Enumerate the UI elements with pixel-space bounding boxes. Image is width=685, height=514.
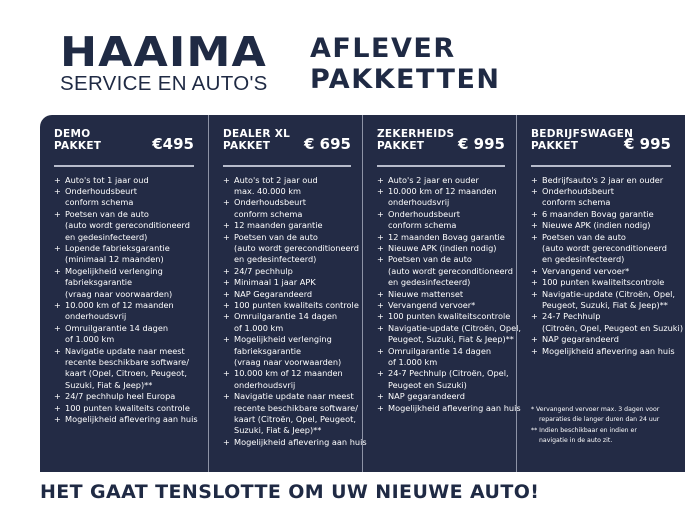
list-item-text: Minimaal 1 jaar APK xyxy=(234,277,316,288)
list-item-text: 10.000 km of 12 maanden xyxy=(388,185,497,196)
list-item xyxy=(531,345,675,357)
list-item-text: 10.000 km of 12 maanden xyxy=(65,299,174,310)
plus-icon: + xyxy=(377,242,384,253)
list-item-text: Navigatie update naar meest xyxy=(234,391,354,402)
list-item xyxy=(377,322,521,346)
list-item xyxy=(531,311,684,334)
package-header xyxy=(54,129,194,159)
plus-icon: + xyxy=(377,208,384,219)
plus-icon: + xyxy=(223,334,230,345)
plus-icon: + xyxy=(377,391,384,402)
list-item-text: kaart (Citroën, Opel, Peugeot, xyxy=(234,414,356,425)
list-item xyxy=(377,243,505,254)
feature-list xyxy=(377,174,521,415)
list-item-text: Mogelijkheid verlenging xyxy=(234,334,332,345)
package-price: € 695 xyxy=(304,135,351,153)
list-item-text: Navigatie-update (Citroën, Opel, xyxy=(542,288,675,299)
package-name-line: PAKKET xyxy=(54,139,102,152)
plus-icon: + xyxy=(223,368,230,379)
plus-icon: + xyxy=(54,391,61,402)
list-item-text: (auto wordt gereconditioneerd xyxy=(65,220,190,231)
list-item xyxy=(531,266,671,277)
plus-icon: + xyxy=(223,265,230,276)
plus-icon: + xyxy=(223,174,230,185)
footnote-1-cont: reparaties die langer duren dan 24 uur xyxy=(539,416,660,424)
brand-name: HAAIMA xyxy=(60,28,267,76)
list-item-text: Peugeot, Suzuki, Fiat & Jeep)** xyxy=(388,334,514,345)
list-item-text: Poetsen van de auto xyxy=(388,254,472,265)
list-item-text: Onderhoudsbeurt xyxy=(65,185,137,196)
list-item xyxy=(223,277,351,288)
list-item-text: Lopende fabrieksgarantie xyxy=(65,242,170,253)
footnote-1: * Vervangend vervoer max. 3 dagen voor xyxy=(531,406,660,413)
plus-icon: + xyxy=(377,231,384,242)
list-item-text: Onderhoudsbeurt xyxy=(388,208,460,219)
feature-list xyxy=(54,174,198,426)
list-item-text: 10.000 km of 12 maanden xyxy=(234,368,343,379)
list-item-text: onderhoudsvrij xyxy=(234,379,296,390)
list-item-text: Peugeot, Suzuki, Fiat & Jeep)** xyxy=(542,299,668,310)
plus-icon: + xyxy=(54,322,61,333)
plus-icon: + xyxy=(377,345,384,356)
list-item-text: 100 punten kwaliteitscontrole xyxy=(542,277,665,288)
plus-icon: + xyxy=(54,414,61,425)
list-item-text: Onderhoudsbeurt xyxy=(542,185,614,196)
list-item-text: Onderhoudsbeurt xyxy=(234,197,306,208)
plus-icon: + xyxy=(223,391,230,402)
list-item xyxy=(54,209,194,243)
plus-icon: + xyxy=(54,345,61,356)
list-item-text: 100 punten kwaliteits controle xyxy=(234,299,359,310)
list-item-text: Poetsen van de auto xyxy=(65,208,149,219)
list-item-text: Nieuwe APK (indien nodig) xyxy=(542,220,651,231)
plus-icon: + xyxy=(377,368,384,379)
feature-list xyxy=(223,174,367,449)
list-item-text: max. 40.000 km xyxy=(234,185,302,196)
list-item xyxy=(377,311,511,322)
list-item xyxy=(531,220,671,231)
list-item-text: conform schema xyxy=(388,220,457,231)
list-item-text: NAP gegarandeerd xyxy=(542,334,619,345)
plus-icon: + xyxy=(531,288,538,299)
list-item-text: 100 punten kwaliteits controle xyxy=(65,402,190,413)
list-item-text: Navigatie-update (Citroën, Opel, xyxy=(388,322,521,333)
package-demo xyxy=(40,115,208,472)
list-item xyxy=(223,266,351,277)
list-item-text: 12 maanden Bovag garantie xyxy=(388,231,505,242)
list-item-text: Suzuki, Fiat & Jeep)** xyxy=(65,379,153,390)
list-item-text: Mogelijkheid aflevering aan huis xyxy=(234,436,367,447)
list-item-text: en gedesinfecteerd) xyxy=(234,254,317,265)
list-item-text: Omruilgarantie 14 dagen xyxy=(65,322,169,333)
list-item xyxy=(223,289,351,300)
list-item-text: of 1.000 km xyxy=(234,322,284,333)
list-item-text: Mogelijkheid verlenging xyxy=(65,265,163,276)
list-item-text: en gedesinfecteerd) xyxy=(65,231,148,242)
plus-icon: + xyxy=(377,254,384,265)
list-item-text: (vraag naar voorwaarden) xyxy=(65,288,173,299)
plus-icon: + xyxy=(54,265,61,276)
list-item xyxy=(531,288,675,312)
plus-icon: + xyxy=(531,174,538,185)
package-header xyxy=(223,129,351,159)
plus-icon: + xyxy=(531,334,538,345)
list-item xyxy=(223,436,367,448)
list-item xyxy=(377,209,505,232)
page-title xyxy=(310,33,501,95)
list-item xyxy=(531,232,671,266)
list-item-text: 12 maanden garantie xyxy=(234,220,323,231)
package-header xyxy=(531,129,671,159)
list-item xyxy=(54,414,198,425)
list-item-text: Auto's tot 1 jaar oud xyxy=(65,174,149,185)
package-name-line: PAKKET xyxy=(377,139,425,152)
package-content xyxy=(377,128,521,414)
list-item xyxy=(54,266,194,300)
list-item xyxy=(223,220,351,231)
list-item-text: onderhoudsvrij xyxy=(388,197,450,208)
list-item xyxy=(54,346,194,392)
slogan: HET GAAT TENSLOTTE OM UW NIEUWE AUTO! xyxy=(40,481,540,503)
package-content xyxy=(531,128,684,357)
package-name-line: PAKKET xyxy=(223,139,271,152)
list-item-text: (minimaal 12 maanden) xyxy=(65,254,164,265)
package-price: € 995 xyxy=(458,135,505,153)
divider xyxy=(223,165,351,167)
brand-tagline: SERVICE EN AUTO'S xyxy=(60,72,268,95)
list-item-text: NAP gegarandeerd xyxy=(388,391,465,402)
list-item-text: en gedesinfecteerd) xyxy=(542,254,625,265)
list-item-text: conform schema xyxy=(65,197,134,208)
plus-icon: + xyxy=(377,402,384,413)
list-item-text: recente beschikbare software/ xyxy=(234,402,358,413)
list-item xyxy=(54,300,194,323)
list-item-text: 6 maanden Bovag garantie xyxy=(542,208,654,219)
list-item xyxy=(377,175,505,186)
list-item-text: 24-7 Pechhulp xyxy=(542,311,601,322)
plus-icon: + xyxy=(223,220,230,231)
divider xyxy=(531,165,671,167)
list-item xyxy=(223,175,351,198)
list-item xyxy=(223,311,351,334)
plus-icon: + xyxy=(531,345,538,356)
brand-logo xyxy=(60,28,268,95)
list-item xyxy=(377,402,521,414)
list-item-text: NAP Gegarandeerd xyxy=(234,288,313,299)
plus-icon: + xyxy=(223,197,230,208)
title-line-2: PAKKETTEN xyxy=(310,64,501,95)
plus-icon: + xyxy=(377,174,384,185)
list-item xyxy=(377,346,505,369)
footnote-2-cont: navigatie in de auto zit. xyxy=(539,436,613,444)
footnote-2: ** Indien beschikbaar en indien er xyxy=(531,426,637,434)
plus-icon: + xyxy=(54,299,61,310)
list-item xyxy=(54,243,194,266)
plus-icon: + xyxy=(54,185,61,196)
plus-icon: + xyxy=(223,311,230,322)
divider xyxy=(377,165,505,167)
list-item xyxy=(531,334,671,345)
package-header xyxy=(377,129,505,159)
plus-icon: + xyxy=(223,288,230,299)
list-item-text: onderhoudsvrij xyxy=(65,311,127,322)
list-item-text: Auto's 2 jaar en ouder xyxy=(388,174,479,185)
list-item xyxy=(531,209,671,220)
list-item xyxy=(223,299,359,311)
list-item-text: fabrieksgarantie xyxy=(65,277,133,288)
plus-icon: + xyxy=(531,277,538,288)
list-item-text: en gedesinfecteerd) xyxy=(388,277,471,288)
list-item-text: Navigatie update naar meest xyxy=(65,345,185,356)
list-item-text: Vervangend vervoer* xyxy=(542,265,630,276)
list-item-text: Vervangend vervoer* xyxy=(388,299,476,310)
plus-icon: + xyxy=(223,277,230,288)
package-name-line: BEDRIJFSWAGEN xyxy=(531,128,634,140)
list-item-text: (auto wordt gereconditioneerd xyxy=(234,242,359,253)
plus-icon: + xyxy=(531,220,538,231)
list-item xyxy=(377,186,505,209)
list-item xyxy=(531,277,671,288)
plus-icon: + xyxy=(54,402,61,413)
package-content xyxy=(54,128,198,425)
plus-icon: + xyxy=(377,288,384,299)
list-item-text: Suzuki, Fiat & Jeep)** xyxy=(234,425,322,436)
list-item xyxy=(377,368,509,391)
package-bedrijfswagen xyxy=(516,115,685,472)
list-item-text: Mogelijkheid aflevering aan huis xyxy=(542,345,675,356)
package-name-line: PAKKET xyxy=(531,139,579,152)
list-item-text: Nieuwe mattenset xyxy=(388,288,464,299)
plus-icon: + xyxy=(223,231,230,242)
list-item-text: (auto wordt gereconditioneerd xyxy=(542,242,667,253)
package-dealer-xl xyxy=(208,115,367,472)
list-item-text: (auto wordt gereconditioneerd xyxy=(388,265,513,276)
plus-icon: + xyxy=(377,185,384,196)
list-item-text: recente beschikbare software/ xyxy=(65,357,189,367)
plus-icon: + xyxy=(531,231,538,242)
plus-icon: + xyxy=(531,208,538,219)
list-item-text: Bedrijfsauto's 2 jaar en ouder xyxy=(542,174,664,185)
footnotes xyxy=(531,405,659,446)
plus-icon: + xyxy=(54,242,61,253)
list-item-text: of 1.000 km xyxy=(388,357,438,367)
package-zekerheids xyxy=(362,115,521,472)
list-item-text: fabrieksgarantie xyxy=(234,345,302,356)
plus-icon: + xyxy=(377,311,384,322)
plus-icon: + xyxy=(377,299,384,310)
list-item-text: 24/7 pechhulp xyxy=(234,265,293,276)
list-item-text: 100 punten kwaliteitscontrole xyxy=(388,311,511,322)
plus-icon: + xyxy=(223,436,230,447)
package-name-line: ZEKERHEIDS xyxy=(377,128,455,140)
package-price: € 995 xyxy=(624,135,671,153)
divider xyxy=(54,165,194,167)
list-item xyxy=(223,391,358,437)
list-item-text: Mogelijkheid aflevering aan huis xyxy=(65,414,198,425)
package-content xyxy=(223,128,367,448)
packages-panel xyxy=(40,115,685,472)
list-item xyxy=(377,254,513,288)
list-item xyxy=(223,231,359,266)
list-item-text: (vraag naar voorwaarden) xyxy=(234,357,342,367)
list-item-text: 24/7 pechhulp heel Europa xyxy=(65,391,176,402)
list-item-text: conform schema xyxy=(234,208,303,219)
plus-icon: + xyxy=(377,322,384,333)
list-item xyxy=(377,232,505,243)
plus-icon: + xyxy=(54,208,61,219)
list-item-text: (Citroën, Opel, Peugeot en Suzuki) xyxy=(542,322,684,333)
plus-icon: + xyxy=(531,311,538,322)
feature-list xyxy=(531,174,684,358)
list-item xyxy=(377,289,505,300)
plus-icon: + xyxy=(54,174,61,185)
list-item-text: of 1.000 km xyxy=(65,334,115,345)
list-item xyxy=(54,186,194,209)
list-item-text: conform schema xyxy=(542,197,611,208)
list-item-text: Nieuwe APK (indien nodig) xyxy=(388,242,497,253)
list-item xyxy=(531,186,671,209)
plus-icon: + xyxy=(531,185,538,196)
package-price: €495 xyxy=(152,135,194,153)
list-item-text: Poetsen van de auto xyxy=(234,231,318,242)
list-item-text: Omruilgarantie 14 dagen xyxy=(234,311,338,322)
list-item xyxy=(54,403,194,414)
list-item-text: 24-7 Pechhulp (Citroën, Opel, xyxy=(388,368,509,379)
list-item xyxy=(223,334,351,368)
list-item xyxy=(377,391,505,402)
package-name-line: DEMO xyxy=(54,128,91,140)
list-item xyxy=(223,368,351,391)
list-item xyxy=(54,391,194,402)
list-item-text: Poetsen van de auto xyxy=(542,231,626,242)
list-item xyxy=(54,175,194,186)
plus-icon: + xyxy=(223,299,230,310)
plus-icon: + xyxy=(531,265,538,276)
list-item-text: Peugeot en Suzuki) xyxy=(388,379,467,390)
list-item-text: Mogelijkheid aflevering aan huis xyxy=(388,402,521,413)
list-item xyxy=(377,300,505,311)
list-item xyxy=(54,323,194,346)
list-item xyxy=(223,197,351,220)
package-name-line: DEALER XL xyxy=(223,128,291,140)
list-item-text: Auto's tot 2 jaar oud xyxy=(234,174,318,185)
list-item-text: kaart (Opel, Citroen, Peugeot, xyxy=(65,368,187,379)
list-item-text: Omruilgarantie 14 dagen xyxy=(388,345,492,356)
list-item xyxy=(531,175,671,186)
title-line-1: AFLEVER xyxy=(310,33,456,64)
